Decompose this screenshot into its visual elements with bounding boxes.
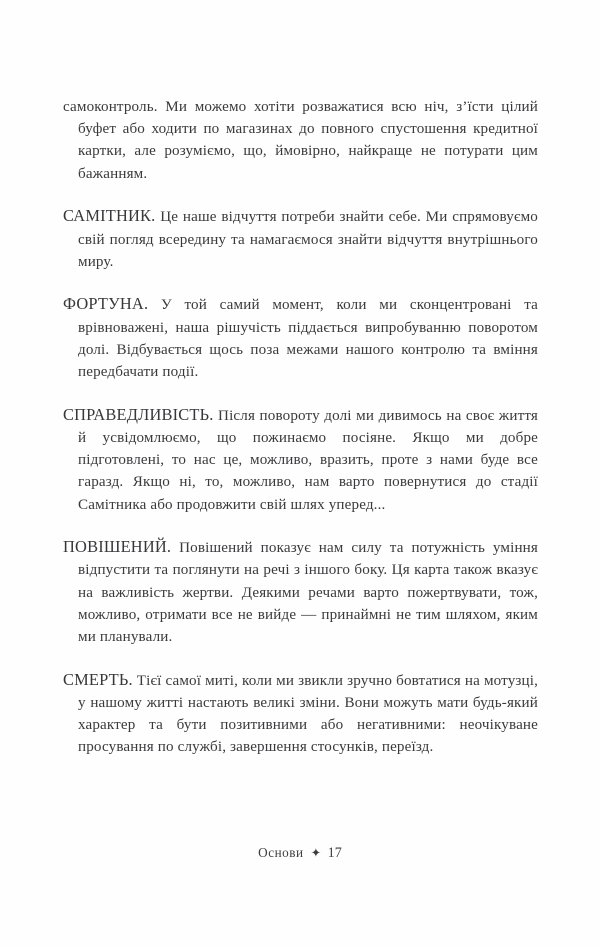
paragraph-text: Повішений показує нам силу та потужність уміння відпустити та поглянути на речі з іншого боку. Ця карта також вказує на важливість жертви. Деякими речами варто пожертвувати, тож, можливо, отримати все не вийде — принаймні не тим шляхом, яким ми планували. bbox=[78, 540, 538, 646]
card-name-hanged-man: ПОВІШЕНИЙ. bbox=[63, 537, 172, 557]
card-name-wheel-of-fortune: ФОРТУНА. bbox=[63, 294, 149, 314]
page-number: 17 bbox=[327, 845, 342, 861]
paragraph-text: У той самий момент, коли ми сконцентровані та врівноважені, наша рішучість піддається випробуванню поворотом долі. Відбувається щось поза межами нашого контролю та вміння передбачати події. bbox=[78, 297, 538, 381]
paragraph-text: самоконтроль. Ми можемо хотіти розважатися всю ніч, з’їсти цілий буфет або ходити по магазинах до повного спустошення кредитної картки, але розуміємо, що, ймовірно, найкраще не потурати цим бажанням. bbox=[63, 99, 538, 182]
paragraph-wheel-of-fortune bbox=[63, 293, 538, 383]
paragraph-text: Тієї самої миті, коли ми звикли зручно бовтатися на мотузці, у нашому житті настають великі зміни. Вони можуть мати будь-який характер та бути позитивними або негативними: неочікуване просування по службі, завершення стосунків, переїзд. bbox=[78, 672, 538, 756]
paragraph-text: Це наше відчуття потреби знайти себе. Ми спрямовуємо свій погляд всередину та намагаємося знайти відчуття внутрішнього миру. bbox=[78, 209, 538, 270]
paragraph-text: Після повороту долі ми дивимось на своє життя й усвідомлюємо, що пожинаємо посіяне. Якщо ми добре підготовлені, то нас це, можливо, вразить, проте з нами буде все гаразд. Якщо ні, то, можливо, нам варто повернутися до стадії Самітника або продовжити свій шлях уперед... bbox=[78, 407, 538, 513]
paragraph-justice bbox=[63, 404, 538, 516]
page-footer bbox=[0, 845, 600, 862]
paragraph-death bbox=[63, 669, 538, 759]
paragraph-continuation bbox=[63, 96, 538, 185]
card-name-justice: СПРАВЕДЛИВІСТЬ. bbox=[63, 404, 214, 424]
four-pointed-star-icon: ✦ bbox=[310, 845, 322, 860]
paragraph-hermit bbox=[63, 205, 538, 273]
card-name-death: СМЕРТЬ. bbox=[63, 669, 133, 689]
page-text-body bbox=[63, 96, 538, 759]
paragraph-hanged-man bbox=[63, 536, 538, 648]
footer-section-name: Основи bbox=[258, 845, 304, 860]
card-name-hermit: САМІТНИК. bbox=[63, 206, 156, 226]
